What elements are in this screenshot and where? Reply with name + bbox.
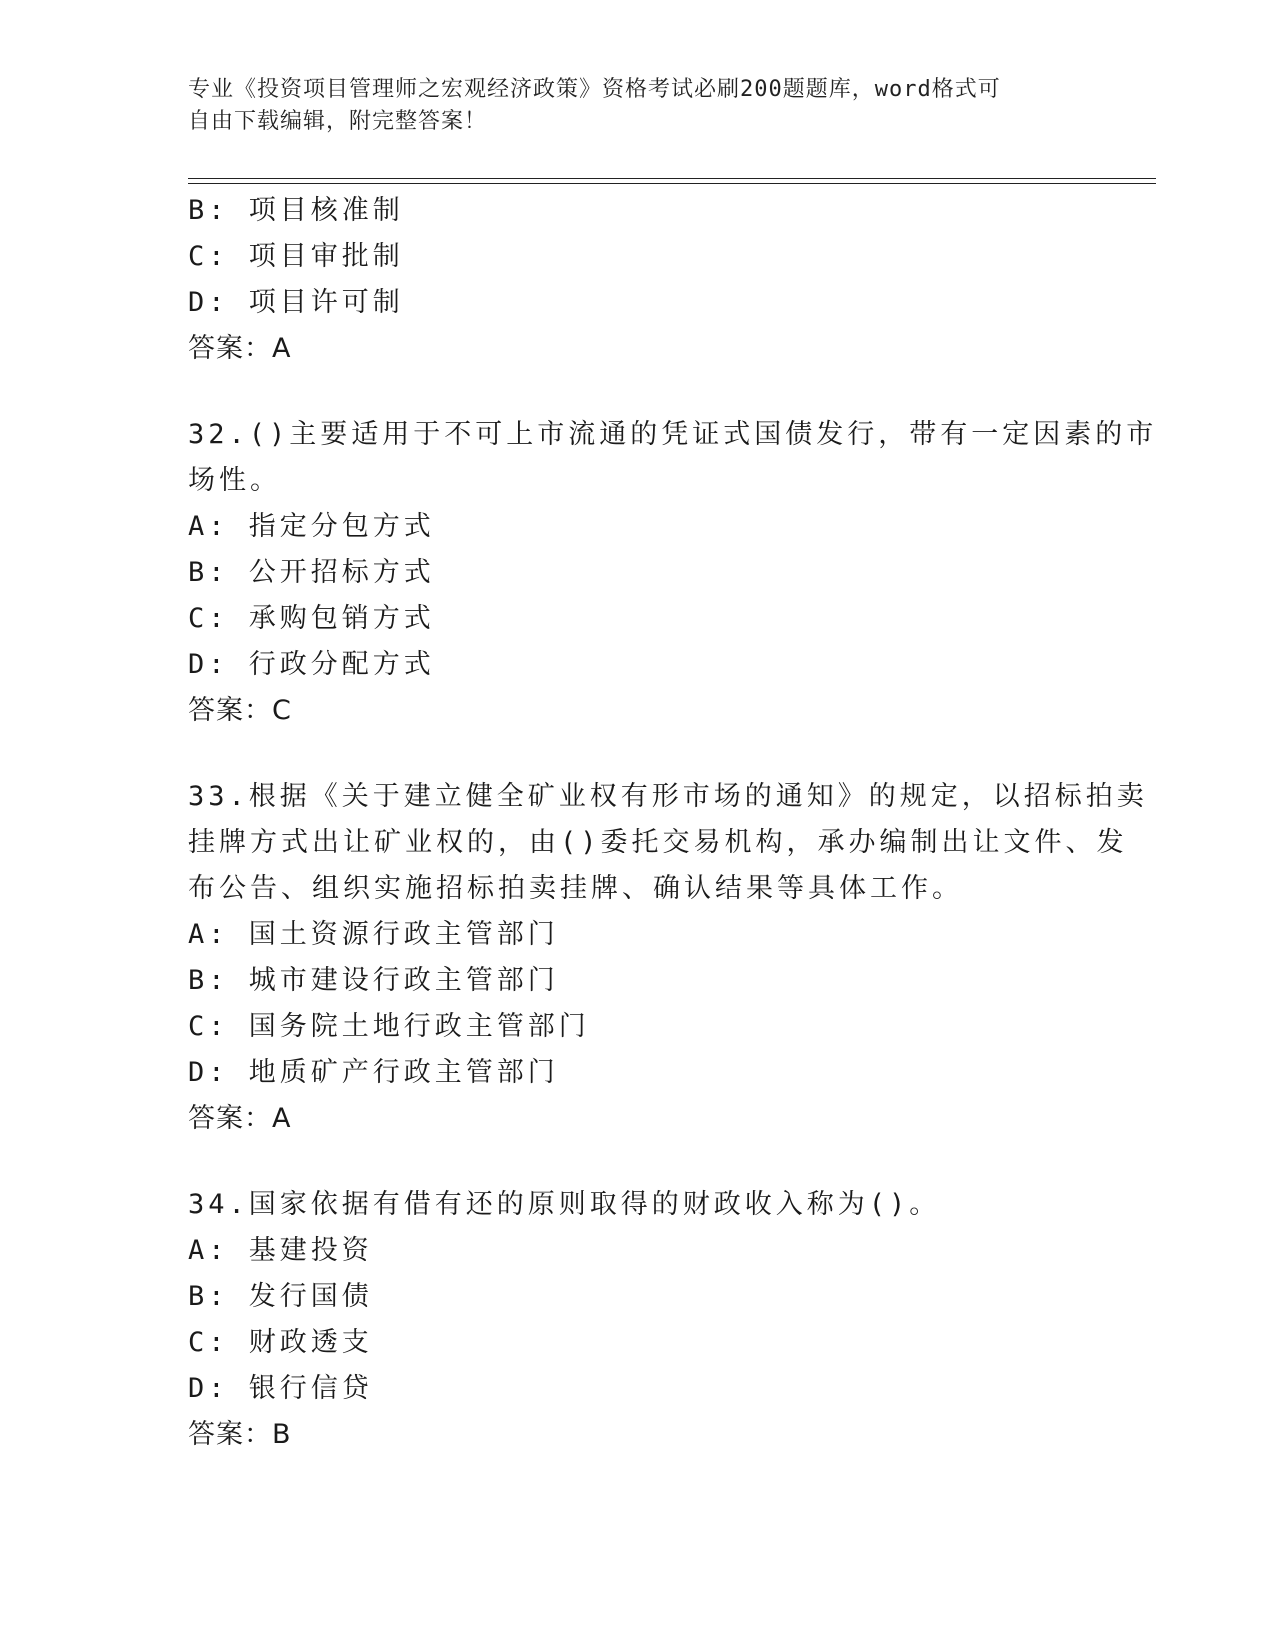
answer-line: 答案：A (188, 1103, 292, 1134)
option-a: A: 国土资源行政主管部门 (188, 919, 559, 950)
option-c: C: 财政透支 (188, 1327, 373, 1358)
option-d: D: 银行信贷 (188, 1373, 373, 1404)
header-divider-bottom (188, 183, 1156, 184)
option-a: A: 基建投资 (188, 1235, 373, 1266)
option-d: D: 行政分配方式 (188, 649, 435, 680)
option-d: D: 项目许可制 (188, 287, 404, 318)
option-c: C: 国务院土地行政主管部门 (188, 1011, 590, 1042)
answer-line: 答案：A (188, 333, 292, 364)
option-b: B: 项目核准制 (188, 195, 404, 226)
question-stem-line: 挂牌方式出让矿业权的，由()委托交易机构，承办编制出让文件、发 (188, 827, 1128, 858)
question-stem-line: 34.国家依据有借有还的原则取得的财政收入称为()。 (188, 1189, 941, 1220)
document-header (188, 74, 1088, 138)
header-line-2: 自由下载编辑，附完整答案！ (188, 109, 488, 134)
header-divider-top (188, 178, 1156, 179)
question-32 (188, 412, 1158, 734)
question-list (188, 188, 1158, 1458)
question-31-continuation (188, 188, 1088, 372)
option-b: B: 发行国债 (188, 1281, 373, 1312)
answer-line: 答案：B (188, 1419, 292, 1450)
question-stem-line: 33.根据《关于建立健全矿业权有形市场的通知》的规定，以招标拍卖 (188, 781, 1148, 812)
question-stem-line: 32.()主要适用于不可上市流通的凭证式国债发行，带有一定因素的市 (188, 419, 1158, 450)
option-c: C: 项目审批制 (188, 241, 404, 272)
option-c: C: 承购包销方式 (188, 603, 435, 634)
question-33 (188, 774, 1148, 1142)
option-b: B: 城市建设行政主管部门 (188, 965, 559, 996)
question-34 (188, 1182, 1088, 1458)
question-stem-line: 布公告、组织实施招标拍卖挂牌、确认结果等具体工作。 (188, 873, 963, 904)
question-stem-line: 场性。 (188, 465, 281, 496)
option-d: D: 地质矿产行政主管部门 (188, 1057, 559, 1088)
option-b: B: 公开招标方式 (188, 557, 435, 588)
option-a: A: 指定分包方式 (188, 511, 435, 542)
header-line-1: 专业《投资项目管理师之宏观经济政策》资格考试必刷200题题库，word格式可 (188, 77, 1001, 102)
answer-line: 答案：C (188, 695, 292, 726)
